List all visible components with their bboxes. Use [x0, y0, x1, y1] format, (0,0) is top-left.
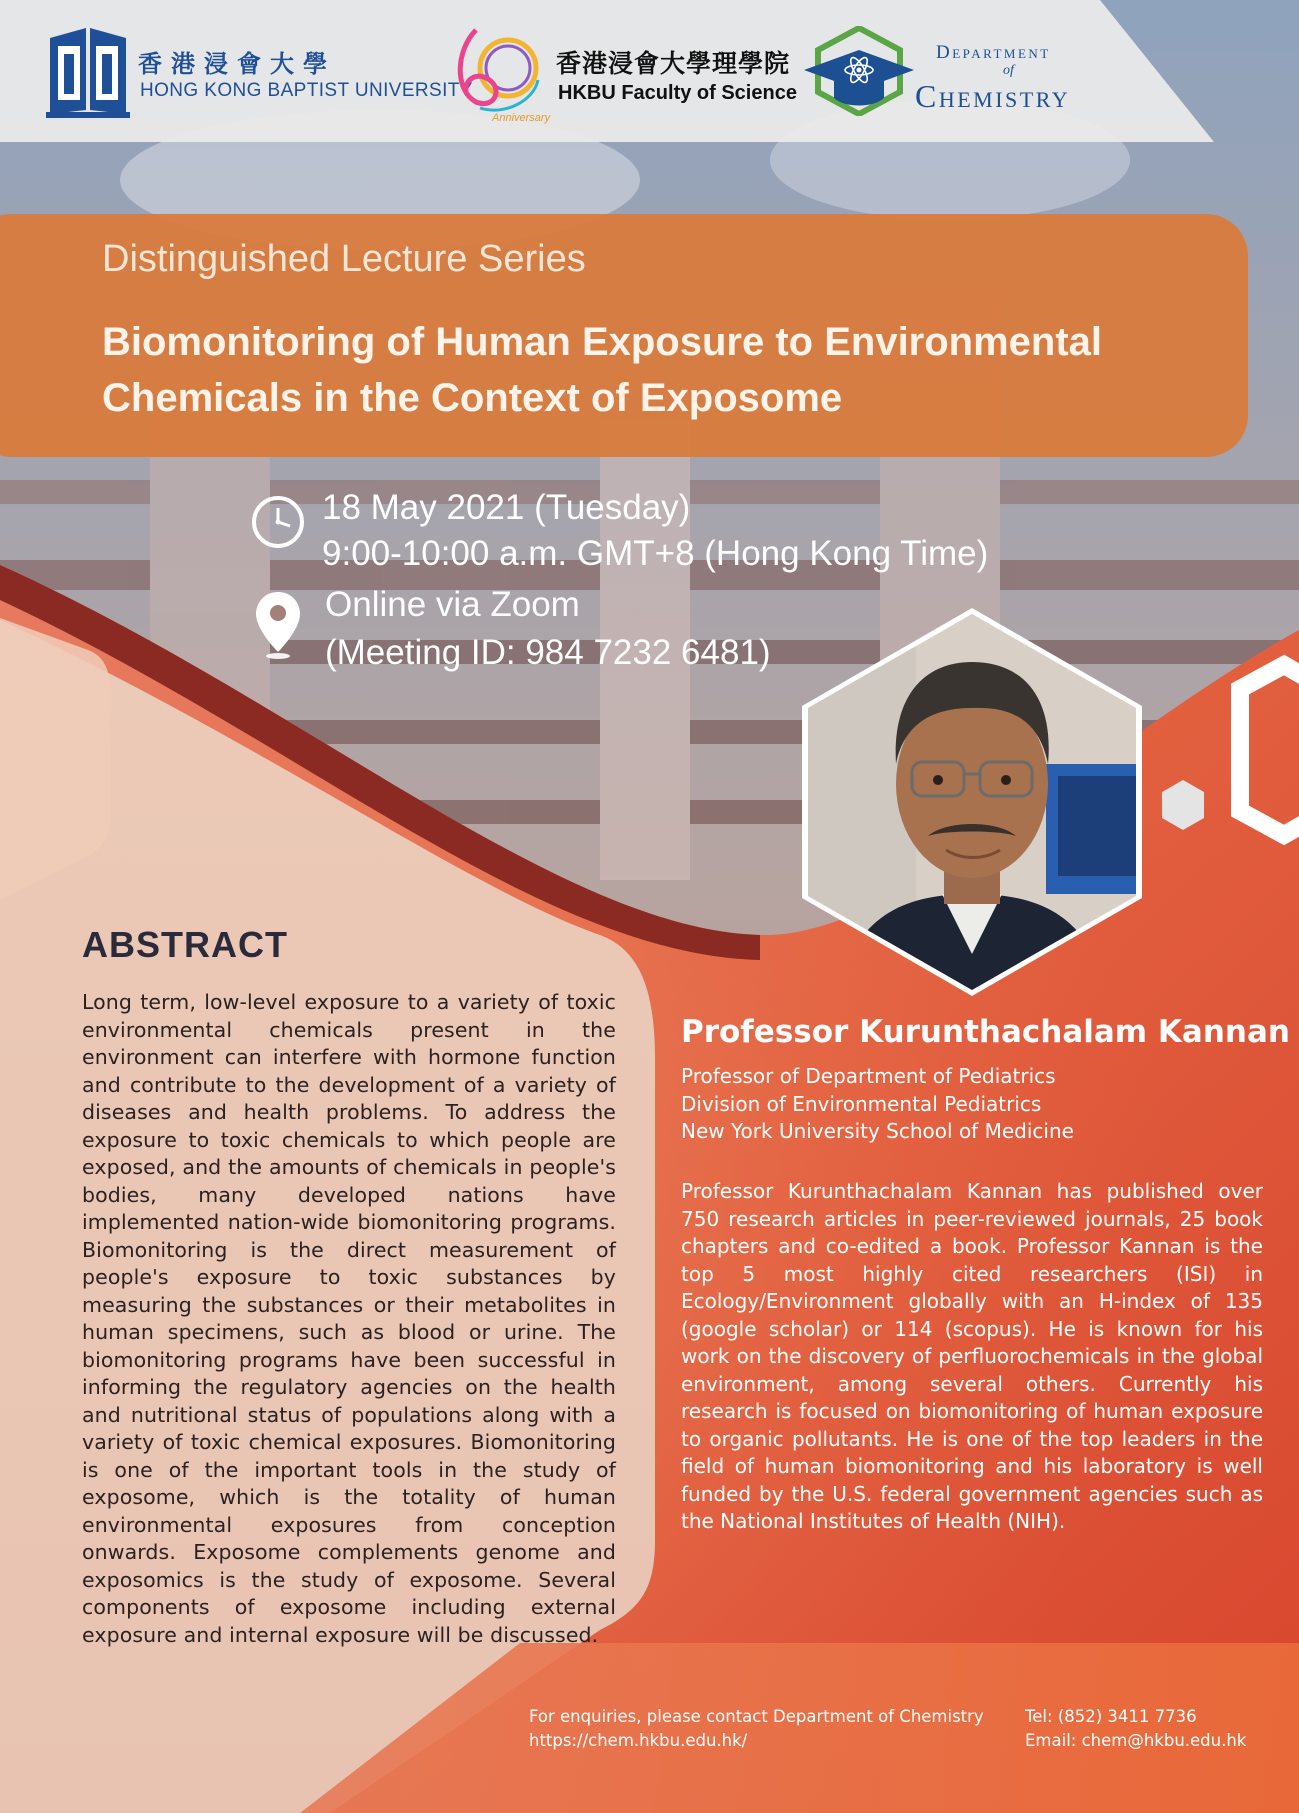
- hkbu-name-zh: 香港浸會大學: [138, 50, 336, 78]
- speaker-affiliation: [681, 1063, 1074, 1146]
- telephone-text: Tel: (852) 3411 7736: [1025, 1707, 1197, 1726]
- speaker-affiliation-2: Division of Environmental Pediatrics: [681, 1091, 1042, 1116]
- event-venue: Online via Zoom: [325, 585, 580, 624]
- 60th-anniversary-logo-icon: [446, 20, 546, 120]
- speaker-portrait: [796, 608, 1148, 996]
- speaker-affiliation-1: Professor of Department of Pediatrics: [681, 1064, 1056, 1088]
- chemistry-label: Chemistry: [915, 78, 1071, 114]
- website-link[interactable]: https://chem.hkbu.edu.hk/: [529, 1731, 748, 1750]
- department-label: Department: [936, 42, 1051, 63]
- chemistry-department-logo-icon: [804, 26, 914, 116]
- speaker-name: Professor Kurunthachalam Kannan: [681, 1014, 1290, 1050]
- hkbu-name-en: HONG KONG BAPTIST UNIVERSITY: [140, 80, 473, 101]
- speaker-affiliation-3: New York University School of Medicine: [681, 1119, 1074, 1143]
- email-link[interactable]: Email: chem@hkbu.edu.hk: [1025, 1731, 1247, 1750]
- anniversary-label: Anniversary: [492, 112, 551, 124]
- event-date: 18 May 2021 (Tuesday): [322, 488, 691, 527]
- hkbu-logo-icon: [46, 24, 130, 118]
- location-pin-icon: [254, 590, 302, 662]
- lecture-title: Biomonitoring of Human Exposure to Environmental Chemicals in the Context of Exposome: [102, 320, 1103, 420]
- event-time: 9:00-10:00 a.m. GMT+8 (Hong Kong Time): [322, 534, 989, 573]
- zoom-meeting-id: (Meeting ID: 984 7232 6481): [325, 633, 771, 672]
- abstract-heading: ABSTRACT: [82, 924, 288, 965]
- faculty-name-zh: 香港浸會大學理學院: [556, 49, 791, 78]
- speaker-bio: Professor Kurunthachalam Kannan has published over 750 research articles in peer-reviewed journals, 25 book chapters and co-edited a book. Professor Kannan is the top 5 most highly cited researchers (ISI) in Ecology/Environment globally with an H-index of 135 (google scholar) or 114 (scopus). He is known for his work on the discovery of perfluorochemicals in the global environment, among several others. Currently his research is focused on biomonitoring of human exposure to organic pollutants. He is one of the top leaders in the field of human biomonitoring and his laboratory is well funded by the U.S. federal government agencies such as the National Institutes of Health (NIH).: [681, 1179, 1263, 1533]
- abstract-text: Long term, low-level exposure to a variety of toxic environmental chemicals present in the environment can interfere with hormone function and contribute to the development of a variety of diseases and health problems. To address the exposure to toxic chemicals to which people are exposed, and the amounts of chemicals in people's bodies, many developed nations have implemented nation-wide biomonitoring programs. Biomonitoring is the direct measurement of people's exposure to toxic substances by measuring the substances or their metabolites in human specimens, such as blood or urine. The biomonitoring programs have been successful in informing the regulatory agencies on the health and nutritional status of populations along with a variety of toxic chemical exposures. Biomonitoring is one of the important tools in the study of exposome, which is the totality of human environmental exposures from conception onwards. Exposome complements genome and exposomics is the study of exposome. Several components of exposome including external exposure and internal exposure will be discussed.: [82, 990, 616, 1647]
- clock-icon: [250, 494, 306, 550]
- lecture-series-label: Distinguished Lecture Series: [102, 238, 586, 280]
- faculty-name-en: HKBU Faculty of Science: [558, 82, 797, 104]
- department-of-label: of: [1003, 63, 1014, 78]
- enquiry-text: For enquiries, please contact Department of Chemistry: [529, 1707, 984, 1726]
